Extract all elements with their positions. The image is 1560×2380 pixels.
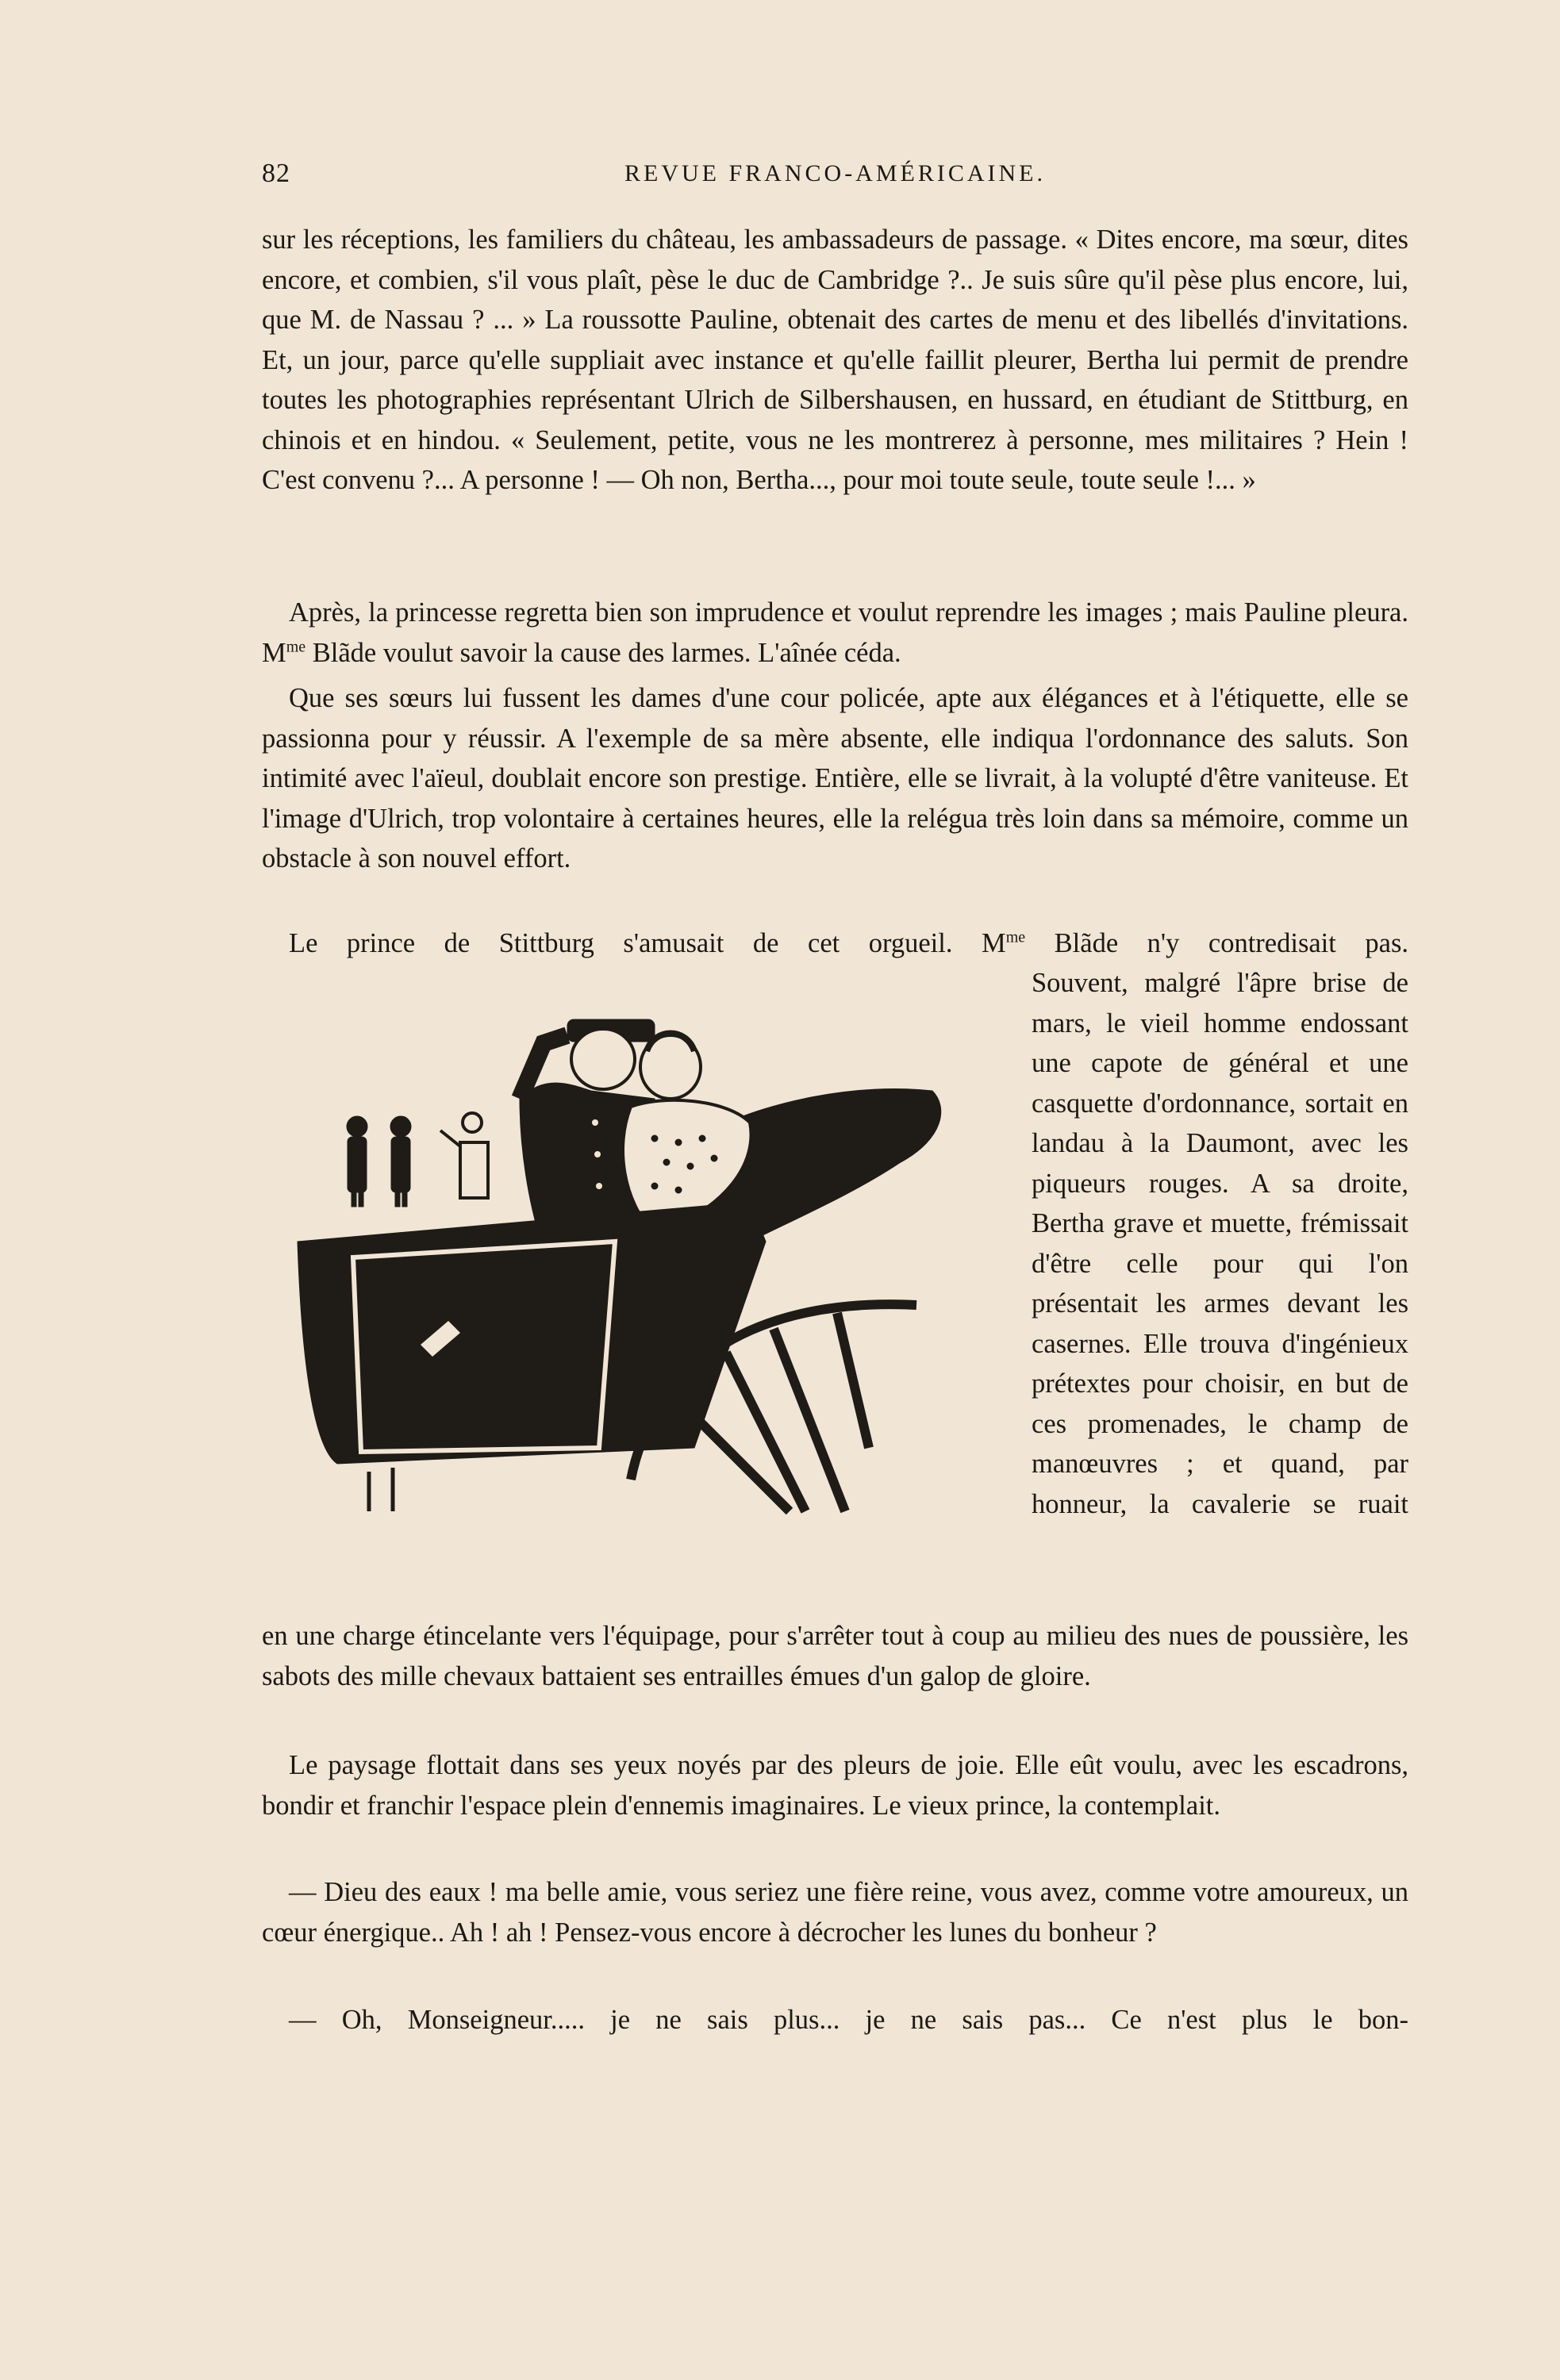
paragraph-2 [262,593,1408,673]
paragraph-5: Le paysage flottait dans ses yeux noyés par des pleurs de joie. Elle eût voulu, avec les escadrons, bondir et franchir l'espace plein d'ennemis imaginaires. Le vieux prince, la contemplait. [262,1750,1408,1821]
running-title: REVUE FRANCO-AMÉRICAINE. [624,160,1046,186]
paragraph-6: — Dieu des eaux ! ma belle amie, vous seriez une fière reine, vous avez, comme votre amoureux, un cœur énergique.. Ah ! ah ! Pensez-vous encore à décrocher les lunes du bonheur ? [262,1877,1408,1948]
paragraph-4-wrap-column: Souvent, malgré l'âpre brise de mars, le vieil homme endossant une capote de général et une casquette d'ordonnance, sortait en landau à la Daumont, avec les piqueurs rouges. A sa droite, Bertha grave et muette, frémissait d'être celle pour qui l'on présentait les armes devant les casernes. Elle trouva d'ingénieux prétextes pour choisir, en but de ces promenades, le champ de manœuvres ; et quand, par honneur, la cavalerie se ruait [1032,968,1408,1519]
soldier-figure-right [440,1113,488,1198]
paragraph-1: sur les réceptions, les familiers du château, les ambassadeurs de passage. « Dites encore, ma sœur, dites encore, et combien, s'il vous plaît, pèse le duc de Cambridge ?.. Je suis sûre qu'il pèse plus encore, lui, que M. de Nassau ? ... » La roussotte Pauline, obtenait des cartes de menu et des libellés d'invitations. Et, un jour, parce qu'elle suppliait avec instance et qu'elle faillit pleurer, Bertha lui permit de prendre toutes les photographies représentant Ulrich de Silbershausen, en hussard, en étudiant de Stittburg, en chinois et en hindou. « Seulement, petite, vous ne les montrerez à personne, mes militaires ? Hein ! C'est convenu ?... A personne ! — Oh non, Bertha..., pour moi toute seule, toute seule !... » [262,225,1408,495]
paragraph-2-sup: me [286,638,306,655]
paragraph-4-text-b: Blãde n'y contredisait pas. [1025,928,1409,958]
page-header [262,159,1408,198]
paragraph-2-text-a: Après, la princesse regretta bien son imprudence et voulut reprendre les images ; mais Pauline pleura. M [262,597,1408,668]
paragraph-2-text-b: Blãde voulut savoir la cause des larmes. L'aînée céda. [305,637,901,668]
carriage-illustration [282,1004,1016,1575]
page-number: 82 [262,159,290,188]
paragraph-4-text-a: Le prince de Stittburg s'amusait de cet orgueil. M [289,928,1006,958]
soldier-figure-middle [390,1116,411,1207]
carriage-body [298,1202,766,1464]
paragraph-3: Que ses sœurs lui fussent les dames d'une cour policée, apte aux élégances et à l'étiquette, elle se passionna pour y réussir. A l'exemple de sa mère absente, elle indiqua l'ordonnance des saluts. Son intimité avec l'aïeul, doublait encore son prestige. Entière, elle se livrait, à la volupté d'être vaniteuse. Et l'image d'Ulrich, trop volontaire à certaines heures, elle la relégua très loin dans sa mémoire, comme un obstacle à son nouvel effort. [262,683,1408,873]
paragraph-4-sup: me [1005,928,1026,946]
paragraph-4-lead [262,923,1408,964]
paragraph-4-continued: en une charge étincelante vers l'équipage, pour s'arrêter tout à coup au milieu des nues de poussière, les sabots des mille chevaux battaient ses entrailles émues d'un galop de gloire. [262,1621,1408,1691]
soldier-figure-left [347,1116,367,1207]
paragraph-7: — Oh, Monseigneur..... je ne sais plus... je ne sais pas... Ce n'est plus le bon- [289,2005,1408,2035]
